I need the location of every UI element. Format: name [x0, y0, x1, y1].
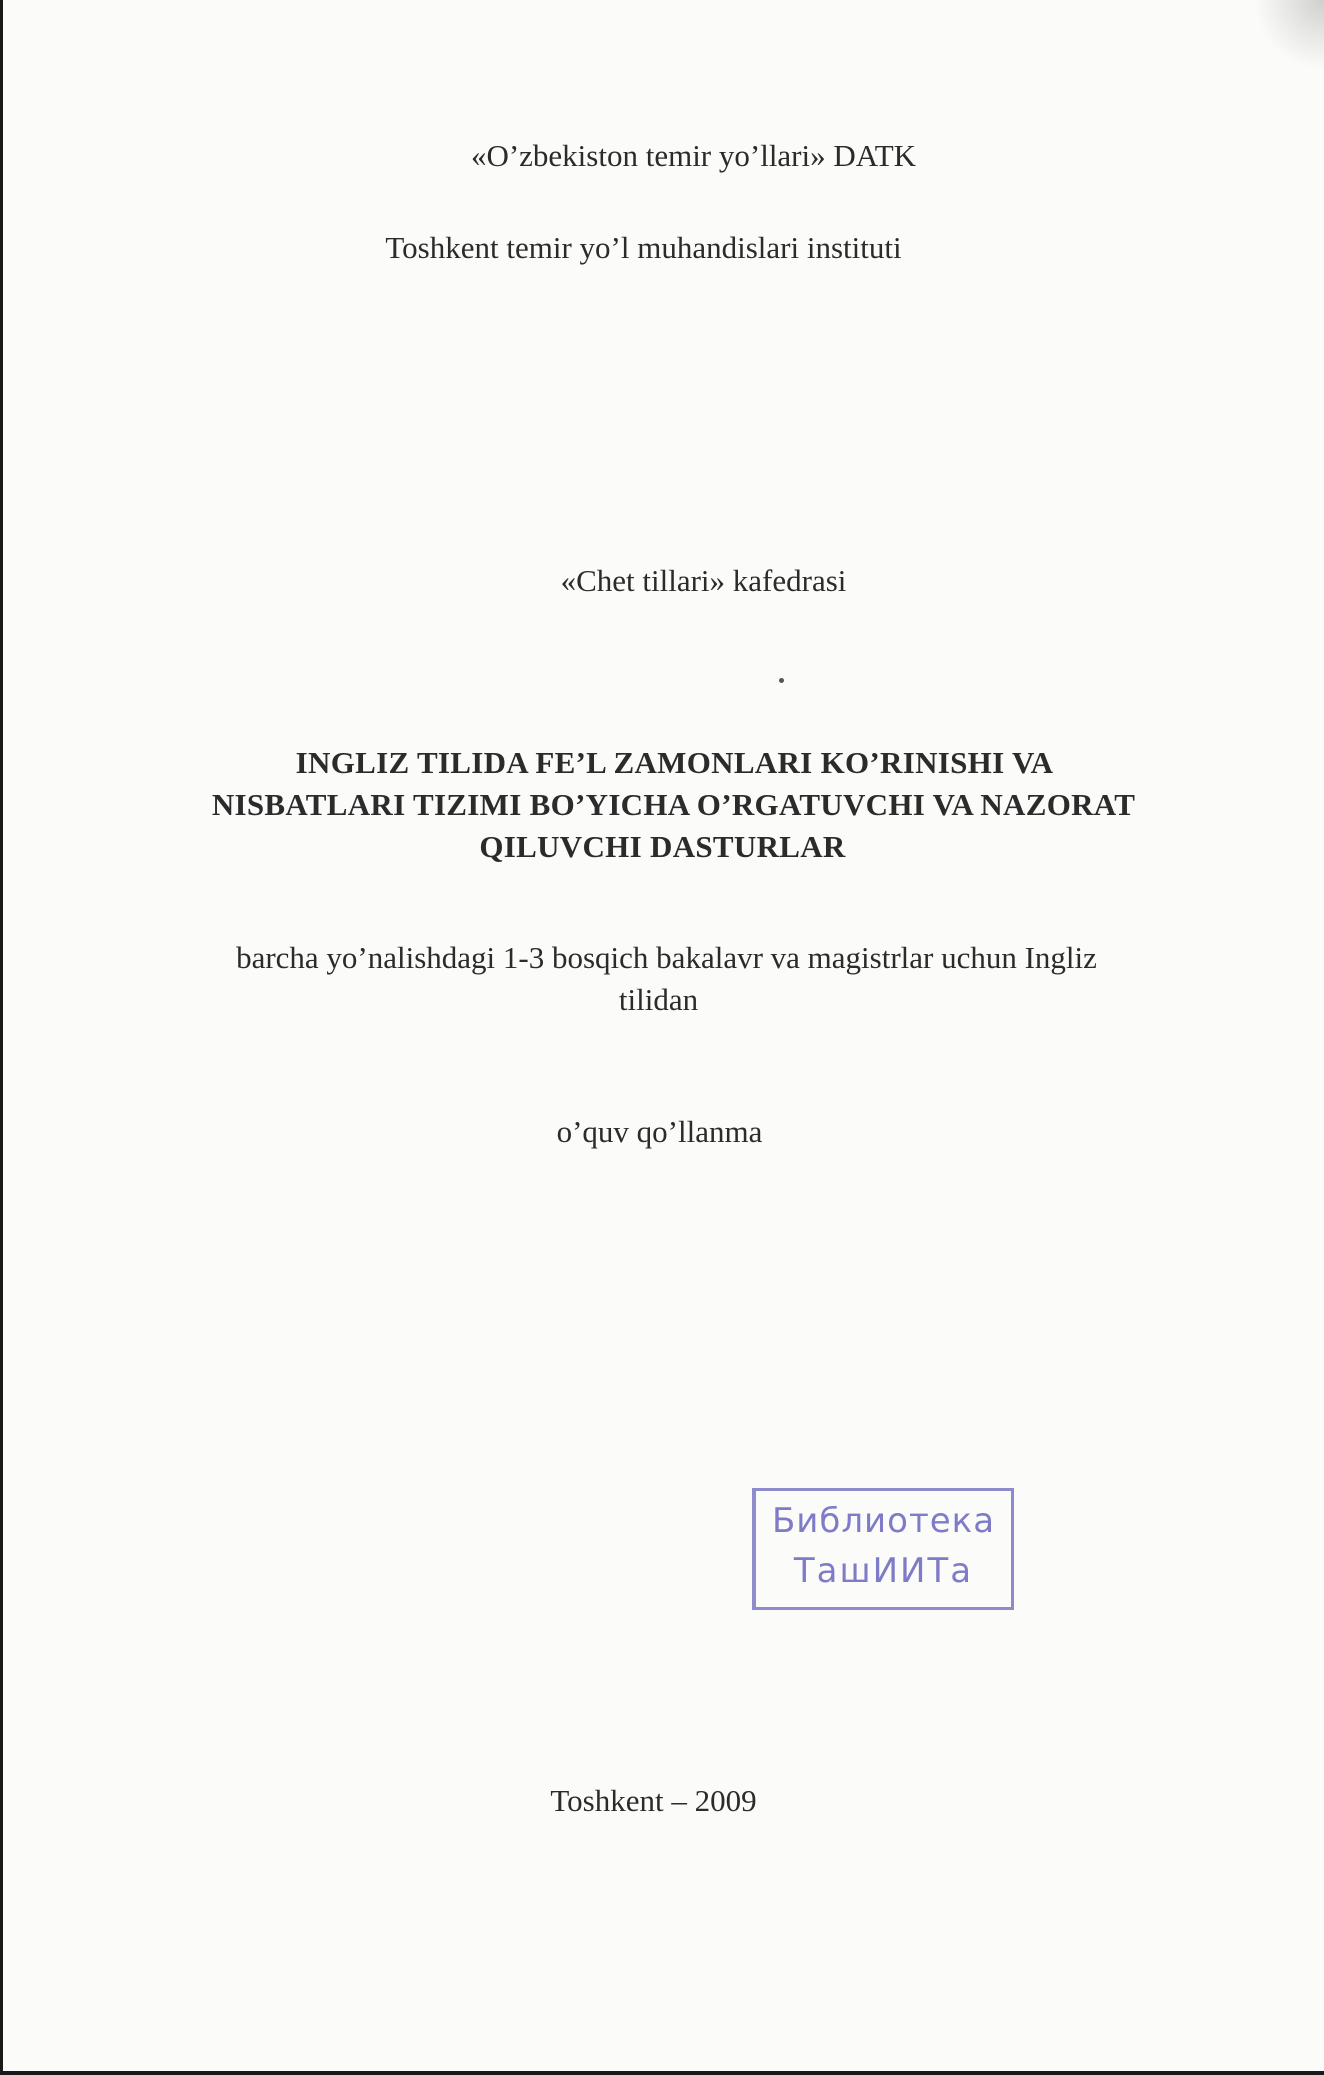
page-corner-wear: [1254, 0, 1324, 70]
title-line: NISBATLARI TIZIMI BO’YICHA O’RGATUVCHI VA NAZORAT: [211, 787, 1136, 822]
document-subtitle: [3, 937, 1324, 1021]
subtitle-line: tilidan: [618, 982, 699, 1017]
subtitle-line: barcha yo’nalishdagi 1-3 bosqich bakalavr va magistrlar uchun Ingliz: [236, 940, 1097, 975]
stamp-line-1: Библиотека: [771, 1501, 996, 1541]
print-speck: [779, 678, 784, 683]
department-name: «Chet tillari» kafedrasi: [560, 563, 847, 598]
library-stamp: [752, 1488, 1014, 1610]
institute-header: Toshkent temir yo’l muhandislari instituti: [385, 230, 902, 265]
title-line: QILUVCHI DASTURLAR: [479, 829, 846, 864]
document-genre: o’quv qo’llanma: [556, 1114, 763, 1149]
stamp-line-2: ТашИИТа: [793, 1551, 974, 1591]
place-and-year: Toshkent – 2009: [550, 1783, 757, 1818]
document-title: [3, 742, 1324, 868]
title-line: INGLIZ TILIDA FE’L ZAMONLARI KO’RINISHI VA: [295, 745, 1054, 780]
organization-header: «O’zbekiston temir yo’llari» DATK: [470, 138, 917, 173]
